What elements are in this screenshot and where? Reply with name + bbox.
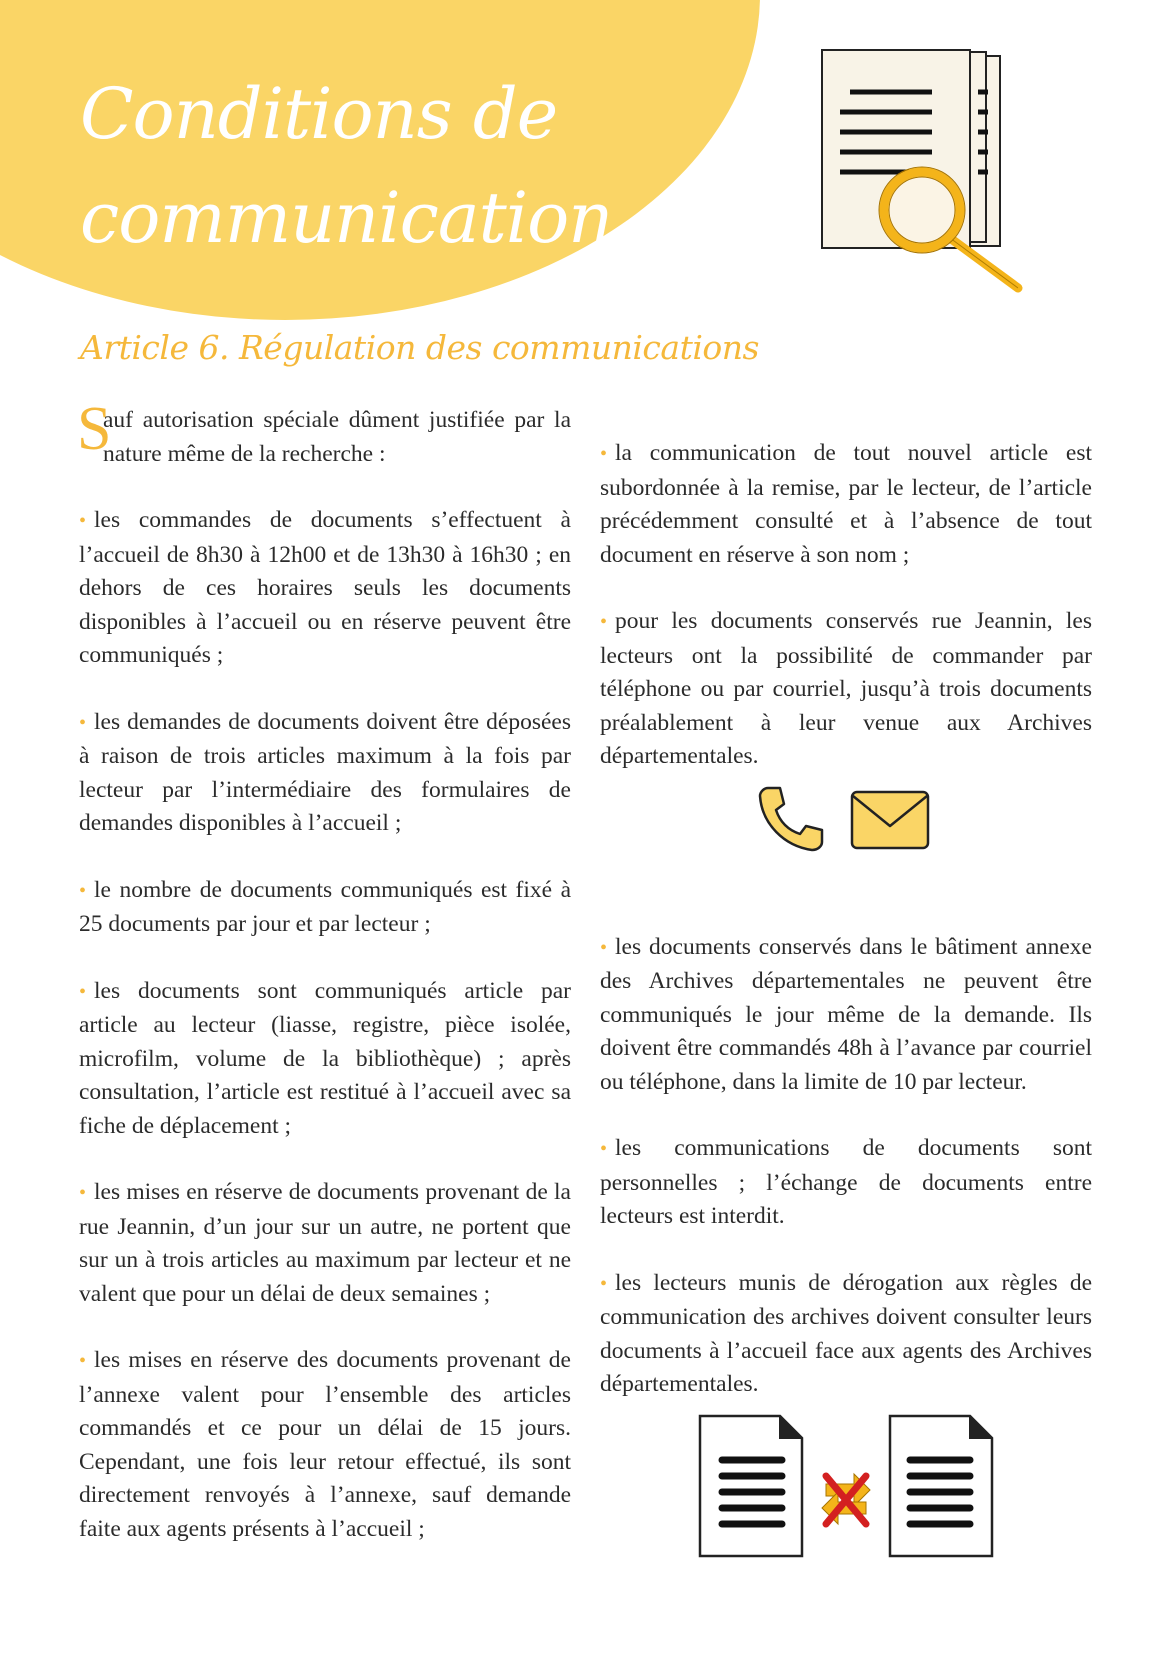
list-item: • les mises en réserve des documents provenant de l’annexe valent pour l’ensemble des articles commandés et ce pour un délai de 15 jours. Cependant, une fois leur retour effectué, ils sont directement renvoyés à l’annexe, sauf demande faite aux agents présents à l’accueil ; [79,1347,571,1542]
bullet-icon: • [79,711,87,734]
bullet-icon: • [79,1182,87,1204]
left-column [77,395,571,1579]
page-title-line1: Conditions de [80,73,558,155]
bullet-icon: • [600,1272,608,1295]
list-item: • les demandes de documents doivent être déposées à raison de trois articles maximum à la fois par lecteur par l’intermédiaire des formulaires de demandes disponibles à l’accueil ; [79,708,571,836]
intro-paragraph [77,395,571,471]
bullet-icon: • [600,1138,608,1160]
document-search-icon [820,48,1026,294]
intro-text: auf autorisation spéciale dûment justifiée par la nature même de la recherche : [103,407,571,467]
document-icon [698,1414,804,1558]
list-item: • les mises en réserve de documents provenant de la rue Jeannin, d’un jour sur un autre, ne portent que sur un à trois articles au maximum par lecteur et ne valent que pour un délai de deux semaines ; [79,1179,571,1307]
bullet-icon: • [79,1350,87,1372]
bullet-icon: • [79,980,87,1003]
right-column [600,437,1092,1435]
list-item: • les lecteurs munis de dérogation aux règles de communication des archives doivent consulter leurs documents à l’accueil face aux agents des Archives départementales. [600,1269,1092,1397]
icon-spacer [600,807,1092,931]
no-exchange-icon [816,1462,876,1534]
list-item: • les documents sont communiqués article par article au lecteur (liasse, registre, pièce isolée, microfilm, volume de la bibliothèque) ; après consultation, l’article est restitué à l’accueil avec sa fiche de déplacement ; [79,977,571,1139]
document-icon [888,1414,994,1558]
list-item: • les communications de documents sont personnelles ; l’échange de documents entre lecteurs est interdit. [600,1135,1092,1229]
bullet-icon: • [600,936,608,959]
envelope-icon [850,790,930,850]
article-title: Article 6. Régulation des communications [80,328,759,367]
list-item: • les documents conservés dans le bâtiment annexe des Archives départementales ne peuvent être communiqués le jour même de la demande. Ils doivent être commandés 48h à l’avance par courriel ou téléphone, dans la limite de 10 par lecteur. [600,933,1092,1095]
phone-icon [754,784,828,854]
page-title-line2: communication [80,177,613,259]
bullet-icon: • [79,510,87,532]
bullet-icon: • [79,879,87,902]
bullet-icon: • [600,443,608,465]
bullet-icon: • [600,611,608,633]
page-title [80,62,612,270]
list-item: • le nombre de documents communiqués est fixé à 25 documents par jour et par lecteur ; [79,876,571,937]
list-item: • la communication de tout nouvel article est subordonnée à la remise, par le lecteur, de l’article précédemment consulté et à l’absence de tout document en réserve à son nom ; [600,440,1092,568]
list-item: • pour les documents conservés rue Jeannin, les lecteurs ont la possibilité de commander par téléphone ou par courriel, jusqu’à trois documents préalablement à leur venue aux Archives départementales. [600,608,1092,769]
list-item: • les commandes de documents s’effectuent à l’accueil de 8h30 à 12h00 et de 13h30 à 16h30 ; en dehors de ces horaires seuls les documents disponibles à l’accueil ou en réserve peuvent être communiqués ; [79,507,571,668]
drop-cap: S [77,395,112,463]
